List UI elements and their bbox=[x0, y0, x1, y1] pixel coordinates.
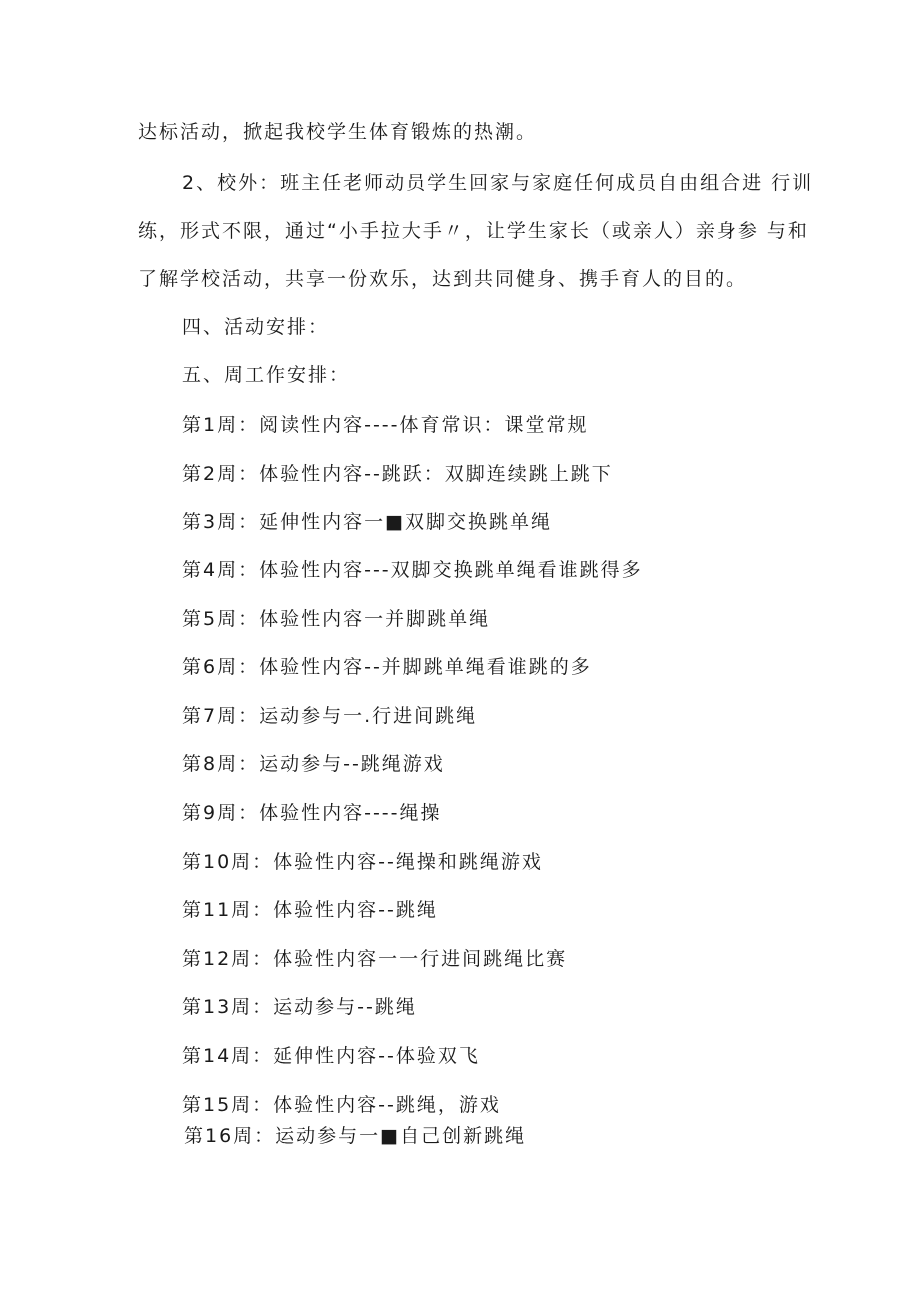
week-item: 第9周：体验性内容----绳操 bbox=[182, 802, 442, 824]
week-item: 第13周：运动参与--跳绳 bbox=[182, 996, 417, 1018]
week-item: 第7周：运动参与一.行进间跳绳 bbox=[182, 705, 478, 727]
week-item: 第15周：体验性内容--跳绳，游戏 bbox=[182, 1094, 501, 1116]
section-heading: 四、活动安排： bbox=[182, 316, 330, 338]
week-item: 第8周：运动参与--跳绳游戏 bbox=[182, 753, 445, 775]
week-item: 第2周：体验性内容--跳跃：双脚连续跳上跳下 bbox=[182, 463, 613, 485]
week-item: 第14周：延伸性内容--体验双飞 bbox=[182, 1045, 480, 1067]
week-item: 第6周：体验性内容--并脚跳单绳看谁跳的多 bbox=[182, 656, 592, 678]
week-item: 第4周：体验性内容---双脚交换跳单绳看谁跳得多 bbox=[182, 559, 643, 581]
paragraph-line: 达标活动，掀起我校学生体育锻炼的热潮。 bbox=[138, 121, 538, 143]
paragraph-line: 了解学校活动，共享一份欢乐，达到共同健身、携手育人的目的。 bbox=[138, 268, 748, 290]
week-item: 第10周：体验性内容--绳操和跳绳游戏 bbox=[182, 851, 543, 873]
week-item: 第3周：延伸性内容一■双脚交换跳单绳 bbox=[182, 511, 553, 533]
week-item: 第1周：阅读性内容----体育常识：课堂常规 bbox=[182, 414, 589, 436]
paragraph-line: 2、校外：班主任老师动员学生回家与家庭任何成员自由组合进 行训 bbox=[182, 172, 814, 194]
paragraph-line: 练，形式不限，通过“小手拉大手〃，让学生家长（或亲人）亲身参 与和 bbox=[138, 220, 809, 242]
week-item: 第11周：体验性内容--跳绳 bbox=[182, 899, 438, 921]
week-item: 第12周：体验性内容一一行进间跳绳比赛 bbox=[182, 948, 568, 970]
week-item: 第16周：运动参与一■自己创新跳绳 bbox=[184, 1125, 527, 1147]
week-item: 第5周：体验性内容一并脚跳单绳 bbox=[182, 608, 491, 630]
section-heading: 五、周工作安排： bbox=[182, 364, 351, 386]
